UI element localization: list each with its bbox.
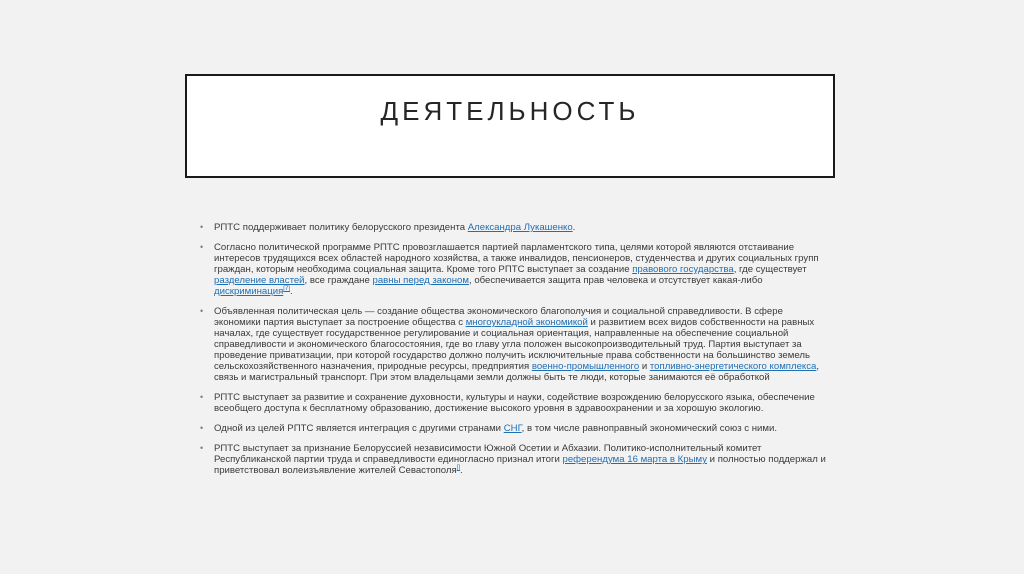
text-run: РПТС выступает за признание Белоруссией независимости Южной Осетии и Абхазии. Политико-исполнительный комитет Республиканской партии труда и справедливости единогласно признал итоги [214, 443, 762, 465]
bullet-item [200, 443, 830, 476]
bullet-item [200, 423, 830, 434]
bullet-dot-icon: • [200, 222, 204, 232]
text-run: Согласно политической программе РПТС провозглашается партией парламентского типа, целями которой являются отстаивание интересов трудящихся всех областей народного хозяйства, а также инвалидов, пенсионеров, студенчества и других социальных групп граждан, которым необходима социальная защита. Кроме того РПТС выступает за создание [214, 242, 819, 275]
text-run: , в том числе равноправный экономический союз с ними. [521, 423, 777, 434]
wiki-link[interactable]: референдума 16 марта в Крыму [562, 454, 707, 465]
bullet-text [214, 242, 819, 297]
wiki-link[interactable]: правового государства [632, 264, 734, 275]
wiki-link[interactable]: многоукладной экономикой [465, 317, 588, 328]
bullet-text [214, 423, 777, 434]
footnote-ref[interactable]: [ [456, 464, 459, 471]
text-run: Одной из целей РПТС является интеграция с другими странами [214, 423, 504, 434]
text-run: и развитием всех видов собственности на равных началах, где существует государственное регулирование и социальная ориентация, направленные на обеспечение социальной справедливости и экономического благосостояния, где во главу угла положен высокопроизводительный труд. Партия выступает за проведение приватизации, при которой государство должно получить исключительные права собственности на большинство земель сельскохозяйственного назначения, природные ресурсы, предприятия [214, 317, 815, 372]
bullet-item [200, 222, 830, 233]
bullet-text [214, 306, 819, 383]
wiki-link[interactable]: военно-промышленного [531, 361, 640, 372]
footnote-ref[interactable]: [7] [283, 285, 290, 292]
bullet-text [214, 222, 575, 233]
text-run: РПТС поддерживает политику белорусского президента [214, 222, 468, 233]
text-run: . [289, 286, 293, 297]
text-run: и [639, 361, 650, 372]
wiki-link[interactable]: Александра Лукашенко [467, 222, 573, 233]
title-box [185, 74, 835, 178]
text-run: , связь и магистральный транспорт. При этом владельцами земли должны быть те люди, которые занимаются её обработкой [214, 361, 820, 383]
bullet-dot-icon: • [200, 306, 204, 316]
footnote-ref[interactable]: ] [458, 464, 461, 471]
bullet-text [214, 392, 815, 414]
text-run: Объявленная политическая цель — создание общества экономического благополучия и социальной справедливости. В сфере экономики партия выступает за построение общества с [214, 306, 783, 328]
text-run: , все граждане [304, 275, 373, 286]
bullet-text [214, 443, 826, 476]
bullet-item [200, 306, 830, 383]
wiki-link[interactable]: дискриминация [214, 286, 284, 297]
bullet-dot-icon: • [200, 423, 204, 433]
bullet-item [200, 392, 830, 414]
bullet-dot-icon: • [200, 242, 204, 252]
bullet-dot-icon: • [200, 392, 204, 402]
text-run: . [572, 222, 576, 233]
text-run: РПТС выступает за развитие и сохранение духовности, культуры и науки, содействие возрождению белорусского языка, обеспечение всеобщего доступа к бесплатному образованию, достижение высокого уровня в здравоохранении и за хорошую экологию. [214, 392, 815, 414]
wiki-link[interactable]: топливно-энергетического комплекса [649, 361, 817, 372]
wiki-link[interactable]: разделение властей [214, 275, 305, 286]
text-run: . [460, 465, 463, 476]
wiki-link[interactable]: равны перед законом [372, 275, 469, 286]
bullet-item [200, 242, 830, 297]
slide-title: ДЕЯТЕЛЬНОСТЬ [380, 96, 640, 126]
bullet-list [200, 222, 830, 485]
text-run: , обеспечивается защита прав человека и отсутствует какая-либо [469, 275, 763, 286]
wiki-link[interactable]: СНГ [503, 423, 522, 434]
text-run: и полностью поддержал и приветствовал волеизъявление жителей Севастополя [214, 454, 826, 476]
text-run: , где существует [733, 264, 807, 275]
bullet-dot-icon: • [200, 443, 204, 453]
